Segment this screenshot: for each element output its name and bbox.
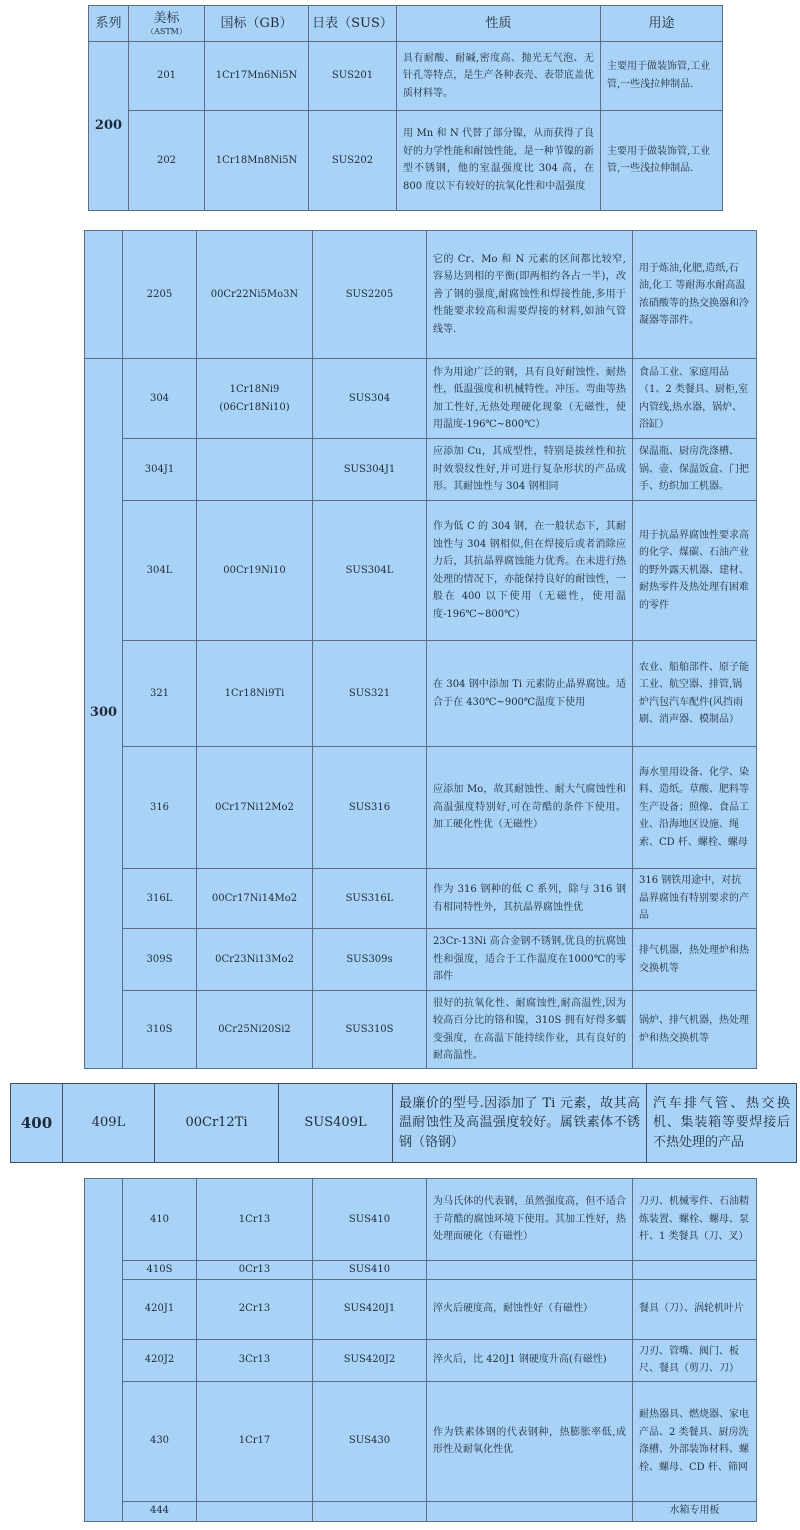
astm-cell: 304 (123, 359, 197, 439)
usage-cell (633, 1261, 757, 1280)
property-cell: 具有耐酸、耐碱,密度高、抛光无气泡、无针孔等特点，是生产各种表壳、表带底盖优质材料等。 (397, 42, 601, 110)
property-cell: 在 304 钢中添加 Ti 元素防止晶界腐蚀。适合于在 430℃~900℃温度下使用 (427, 641, 633, 747)
property-cell: 应添加 Mo，故其耐蚀性、耐大气腐蚀性和高温强度特别好,可在苛酷的条件下使用。加工硬化性优（无磁性） (427, 747, 633, 869)
table-row (85, 439, 757, 501)
table-series-400 (84, 1178, 757, 1522)
property-cell (427, 1261, 633, 1280)
property-cell: 为马氏体的代表钢，虽然强度高，但不适合于苛酷的腐蚀环境下使用。其加工性好，热处理面硬化（有磁性） (427, 1179, 633, 1261)
table-row (85, 1339, 757, 1381)
gb-cell: 00Cr19Ni10 (197, 501, 313, 641)
gb-cell (197, 359, 313, 439)
sus-cell: SUS309s (313, 929, 427, 991)
table-row (85, 747, 757, 869)
header-gb: 国标（GB） (205, 6, 309, 42)
astm-cell: 304L (123, 501, 197, 641)
usage-cell: 水箱专用板 (633, 1501, 757, 1521)
property-cell: 23Cr-13Ni 高合金钢不锈钢,优良的抗腐蚀性和强度，适合于工作温度在1000℃的零部件 (427, 929, 633, 991)
table-row (89, 110, 723, 211)
astm-cell: 430 (123, 1381, 197, 1501)
property-cell: 它的 Cr、Mo 和 N 元素的区间都比较窄,容易达到相的平衡(即两相约各占一半)，改善了钢的强度,耐腐蚀性和焊接性能,多用于性能要求较高和需要焊接的材料,如油气管线等. (427, 231, 633, 359)
usage-cell: 刀刃、机械零件、石油精炼装置、螺栓、螺母、泵杆、1 类餐具（刀、叉） (633, 1179, 757, 1261)
table-row (85, 359, 757, 439)
gb-cell: 3Cr13 (197, 1339, 313, 1381)
astm-cell: 409L (63, 1084, 155, 1163)
usage-cell: 汽车排气管、热交换机、集装箱等要焊接后不热处理的产品 (647, 1084, 797, 1163)
gb-value-alt: (06Cr18Ni10) (219, 401, 290, 413)
usage-cell: 刀刃、管嘴、阀门、板尺、餐具（剪刀、刀） (633, 1339, 757, 1381)
sus-cell: SUS201 (309, 42, 397, 110)
header-property: 性质 (397, 6, 601, 42)
gb-cell: 0Cr13 (197, 1261, 313, 1280)
sus-cell: SUS410 (313, 1179, 427, 1261)
property-cell: 用 Mn 和 N 代替了部分镍，从而获得了良好的力学性能和耐蚀性能，是一种节镍的新型不锈钢，他的室温强度比 304 高，在 800 度以下有较好的抗氧化性和中温强度 (397, 110, 601, 211)
usage-cell: 锅炉、排气机器，热处理炉和热交换机等 (633, 991, 757, 1069)
astm-cell: 321 (123, 641, 197, 747)
table-row (85, 1279, 757, 1339)
property-cell: 作为低 C 的 304 钢，在一般状态下，其耐蚀性与 304 钢相似,但在焊接后或者消除应力后，其抗晶界腐蚀能力优秀。在未进行热处理的情况下，亦能保持良好的耐蚀性，一般在 400 以下使用（无磁性，使用温度-196℃~800℃） (427, 501, 633, 641)
property-cell: 很好的抗氧化性、耐腐蚀性,耐高温性,因为较高百分比的铬和镍，310S 拥有好得多蠕变强度，在高温下能持续作业，具有良好的耐高温性。 (427, 991, 633, 1069)
property-cell: 作为铁素体钢的代表钢种，热膨胀率低,成形性及耐氧化性优 (427, 1381, 633, 1501)
table-series-300 (84, 230, 757, 1069)
property-cell: 淬火后，比 420J1 钢硬度升高(有磁性) (427, 1339, 633, 1381)
gb-cell (197, 439, 313, 501)
property-cell (427, 1501, 633, 1521)
table-row (85, 641, 757, 747)
usage-cell: 用于炼油,化肥,造纸,石油,化工 等耐海水耐高温浓硝酸等的热交换器和冷凝器等部件。 (633, 231, 757, 359)
usage-cell: 食品工业、家庭用品（1、2 类餐具、厨柜,室内管线,热水器，锅炉、浴缸） (633, 359, 757, 439)
sus-cell (313, 1501, 427, 1521)
usage-cell: 保温瓶、厨房洗涤槽、锅、壶、保温饭盒、门把手、纺织加工机器。 (633, 439, 757, 501)
table-row (89, 42, 723, 110)
series-label: 300 (85, 359, 123, 1069)
property-cell: 作为用途广泛的钢，具有良好耐蚀性、耐热性，低温强度和机械特性。冲压、弯曲等热加工性好,无热处理硬化现象（无磁性，使用温度-196℃~800℃） (427, 359, 633, 439)
gb-cell: 1Cr17Mn6Ni5N (205, 42, 309, 110)
usage-cell: 用于抗晶界腐蚀性要求高的化学、煤碳、石油产业的野外露天机器、建材、耐热零件及热处理有困难的零件 (633, 501, 757, 641)
sus-cell: SUS316L (313, 869, 427, 929)
astm-cell: 410 (123, 1179, 197, 1261)
table-row (85, 1501, 757, 1521)
gb-value: 1Cr18Ni9 (229, 384, 280, 395)
astm-cell: 2205 (123, 231, 197, 359)
gb-cell: 0Cr23Ni13Mo2 (197, 929, 313, 991)
table-row (85, 869, 757, 929)
astm-cell: 310S (123, 991, 197, 1069)
header-series: 系列 (89, 6, 129, 42)
table-series-200 (88, 5, 723, 211)
sus-cell: SUS310S (313, 991, 427, 1069)
usage-cell: 主要用于做装饰管,工业管,一些浅拉伸制品. (601, 42, 723, 110)
sus-cell: SUS420J1 (313, 1279, 427, 1339)
usage-cell: 排气机器，热处理炉和热交换机等 (633, 929, 757, 991)
sus-cell: SUS321 (313, 641, 427, 747)
property-cell: 淬火后硬度高，耐蚀性好（有磁性） (427, 1279, 633, 1339)
series-label: 200 (89, 42, 129, 211)
gb-cell: 1Cr18Mn8Ni5N (205, 110, 309, 211)
sus-cell: SUS410 (313, 1261, 427, 1280)
astm-cell: 444 (123, 1501, 197, 1521)
sus-cell: SUS202 (309, 110, 397, 211)
series-label: 400 (11, 1084, 63, 1163)
usage-cell: 海水里用设备、化学、染料、造纸。草酸、肥料等生产设备；照像、食品工业、沿海地区设施、绳索、CD 杆、螺栓、螺母 (633, 747, 757, 869)
gb-cell: 00Cr17Ni14Mo2 (197, 869, 313, 929)
gb-cell: 00Cr12Ti (155, 1084, 279, 1163)
property-cell: 作为 316 钢种的低 C 系列，除与 316 钢有相同特性外，其抗晶界腐蚀性优 (427, 869, 633, 929)
table-row (85, 991, 757, 1069)
sus-cell: SUS304 (313, 359, 427, 439)
usage-cell: 耐热器具、燃烧器、家电产品、2 类餐具、厨房洗涤槽、外部装饰材料、螺栓、螺母、CD 杆、筛网 (633, 1381, 757, 1501)
header-row (89, 6, 723, 42)
gb-cell (197, 1501, 313, 1521)
astm-cell: 202 (129, 110, 205, 211)
sus-cell: SUS316 (313, 747, 427, 869)
table-row (85, 501, 757, 641)
series-cell-empty (85, 231, 123, 359)
gb-cell: 1Cr17 (197, 1381, 313, 1501)
table-row (85, 231, 757, 359)
table-row (85, 929, 757, 991)
usage-cell: 餐具（刀）、涡轮机叶片 (633, 1279, 757, 1339)
gb-cell: 00Cr22Ni5Mo3N (197, 231, 313, 359)
sus-cell: SUS304L (313, 501, 427, 641)
sus-cell: SUS420J2 (313, 1339, 427, 1381)
astm-cell: 316L (123, 869, 197, 929)
usage-cell: 316 钢铁用途中，对抗晶界腐蚀有特别要求的产品 (633, 869, 757, 929)
astm-cell: 410S (123, 1261, 197, 1280)
gb-cell: 0Cr25Ni20Si2 (197, 991, 313, 1069)
astm-cell: 316 (123, 747, 197, 869)
astm-cell: 201 (129, 42, 205, 110)
astm-cell: 420J2 (123, 1339, 197, 1381)
header-usage: 用途 (601, 6, 723, 42)
header-astm-label: 美标 (153, 10, 180, 26)
usage-cell: 农业、船舶部件、原子能工业、航空器、排管,锅炉汽包汽车配件(风挡雨刷、消声器、模制品） (633, 641, 757, 747)
sus-cell: SUS430 (313, 1381, 427, 1501)
table-row (85, 1261, 757, 1280)
gb-cell: 1Cr18Ni9Ti (197, 641, 313, 747)
header-astm (129, 6, 205, 42)
astm-cell: 420J1 (123, 1279, 197, 1339)
sus-cell: SUS409L (279, 1084, 393, 1163)
gb-cell: 0Cr17Ni12Mo2 (197, 747, 313, 869)
property-cell: 最廉价的型号.因添加了 Ti 元素，故其高温耐蚀性及高温强度较好。属铁素体不锈钢（铬钢） (393, 1084, 647, 1163)
gb-cell: 1Cr13 (197, 1179, 313, 1261)
gb-cell: 2Cr13 (197, 1279, 313, 1339)
property-cell: 应添加 Cu，其成型性，特别是拔丝性和抗时效裂纹性好,并可进行复杂形状的产品成形。其耐蚀性与 304 钢相同 (427, 439, 633, 501)
table-row (85, 1381, 757, 1501)
header-sus: 日表（SUS） (309, 6, 397, 42)
series-cell-empty (85, 1179, 123, 1522)
astm-cell: 309S (123, 929, 197, 991)
table-row (85, 1179, 757, 1261)
astm-cell: 304J1 (123, 439, 197, 501)
sus-cell: SUS304J1 (313, 439, 427, 501)
table-series-400-409l (10, 1083, 797, 1163)
usage-cell: 主要用于做装饰管,工业管,一些浅拉伸制品. (601, 110, 723, 211)
sus-cell: SUS2205 (313, 231, 427, 359)
table-row (11, 1084, 797, 1163)
header-astm-sub: （ASTM） (146, 26, 187, 36)
